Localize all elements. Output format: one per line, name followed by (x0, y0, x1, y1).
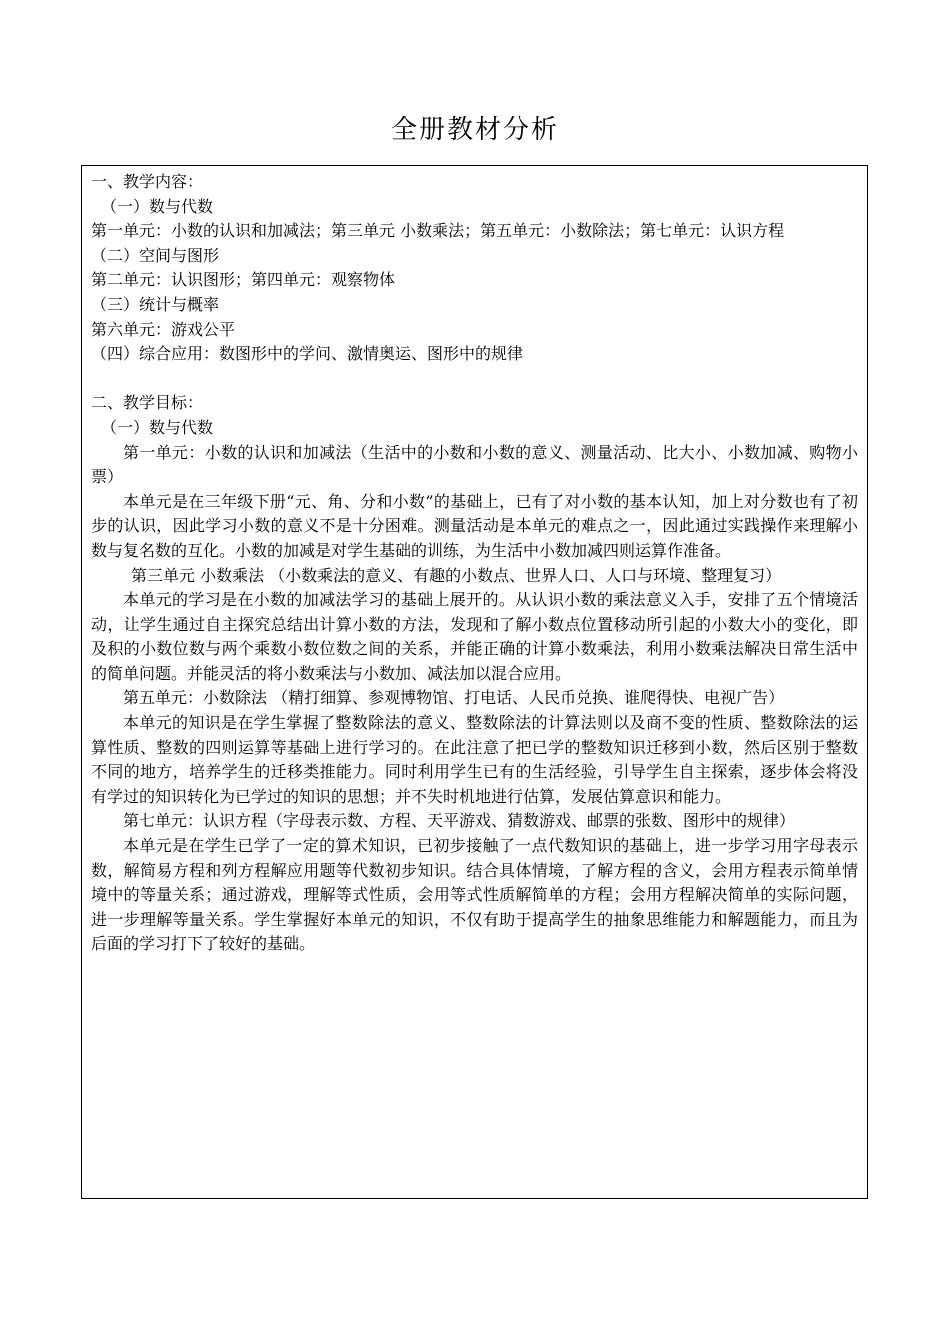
section-heading-teaching-content: 一、教学内容： (91, 172, 204, 191)
section-heading-teaching-goals: 二、教学目标： (91, 393, 204, 413)
space-shape-units: 第二单元：认识图形；第四单元：观察物体 (91, 270, 396, 290)
subheading-goals-number-algebra: （一）数与代数 (101, 417, 214, 437)
statistics-probability-units: 第六单元：游戏公平 (91, 319, 236, 339)
unit1-title: 第一单元：小数的认识和加减法（生活中的小数和小数的意义、测量活动、比大小、小数加减、购物小票） (91, 442, 858, 487)
unit5-description: 本单元的知识是在学生掌握了整数除法的意义、整数除法的计算法则以及商不变的性质、整数除法的运算性质、整数的四则运算等基础上进行学习的。在此注意了把已学的整数知识迁移到小数，然后区别于整数不同的地方，培养学生的迁移类推能力。同时利用学生已有的生活经验，引导学生自主探索，逐步体会将没有学过的知识转化为已学过的知识的思想；并不失时机地进行估算，发展估算意识和能力。 (91, 713, 858, 806)
unit3-title: 第三单元 小数乘法 （小数乘法的意义、有趣的小数点、世界人口、人口与环境、整理复习） (131, 565, 782, 585)
subheading-comprehensive-application: （四）综合应用：数图形中的学问、激情奥运、图形中的规律 (91, 344, 524, 364)
unit3-description: 本单元的学习是在小数的加减法学习的基础上展开的。从认识小数的乘法意义入手，安排了五个情境活动，让学生通过自主探究总结出计算小数的方法，发现和了解小数点位置移动所引起的小数大小的变化，即及积的小数位数与两个乘数小数位数之间的关系，并能正确的计算小数乘法，利用小数乘法解决日常生活中的简单问题。并能灵活的将小数乘法与小数加、减法加以混合应用。 (91, 590, 858, 683)
subheading-space-shape: （二）空间与图形 (91, 245, 220, 265)
page-title: 全册教材分析 (390, 115, 559, 145)
unit5-title: 第五单元：小数除法 （精打细算、参观博物馆、打电话、人民币兑换、谁爬得快、电视广告） (123, 688, 785, 708)
subheading-statistics-probability: （三）统计与概率 (91, 294, 220, 314)
analysis-content-box (81, 165, 868, 1199)
blank-line (91, 367, 858, 392)
unit7-title: 第七单元：认识方程（字母表示数、方程、天平游戏、猜数游戏、邮票的张数、图形中的规律） (123, 811, 796, 831)
number-algebra-units: 第一单元：小数的认识和加减法；第三单元 小数乘法；第五单元：小数除法；第七单元：认识方程 (91, 221, 785, 241)
unit1-description: 本单元是在三年级下册“元、角、分和小数”的基础上，已有了对小数的基本认知，加上对分数也有了初步的认识，因此学习小数的意义不是十分困难。测量活动是本单元的难点之一，因此通过实践操作来理解小数与复名数的互化。小数的加减是对学生基础的训练，为生活中小数加减四则运算作准备。 (91, 491, 858, 560)
unit7-description: 本单元是在学生已学了一定的算术知识，已初步接触了一点代数知识的基础上，进一步学习用字母表示数，解简易方程和列方程解应用题等代数初步知识。结合具体情境，了解方程的含义，会用方程表示简单情境中的等量关系；通过游戏，理解等式性质，会用等式性质解简单的方程；会用方程解决简单的实际问题，进一步理解等量关系。学生掌握好本单元的知识，不仅有助于提高学生的抽象思维能力和解题能力，而且为后面的学习打下了较好的基础。 (91, 836, 858, 954)
subheading-number-algebra: （一）数与代数 (101, 196, 214, 216)
